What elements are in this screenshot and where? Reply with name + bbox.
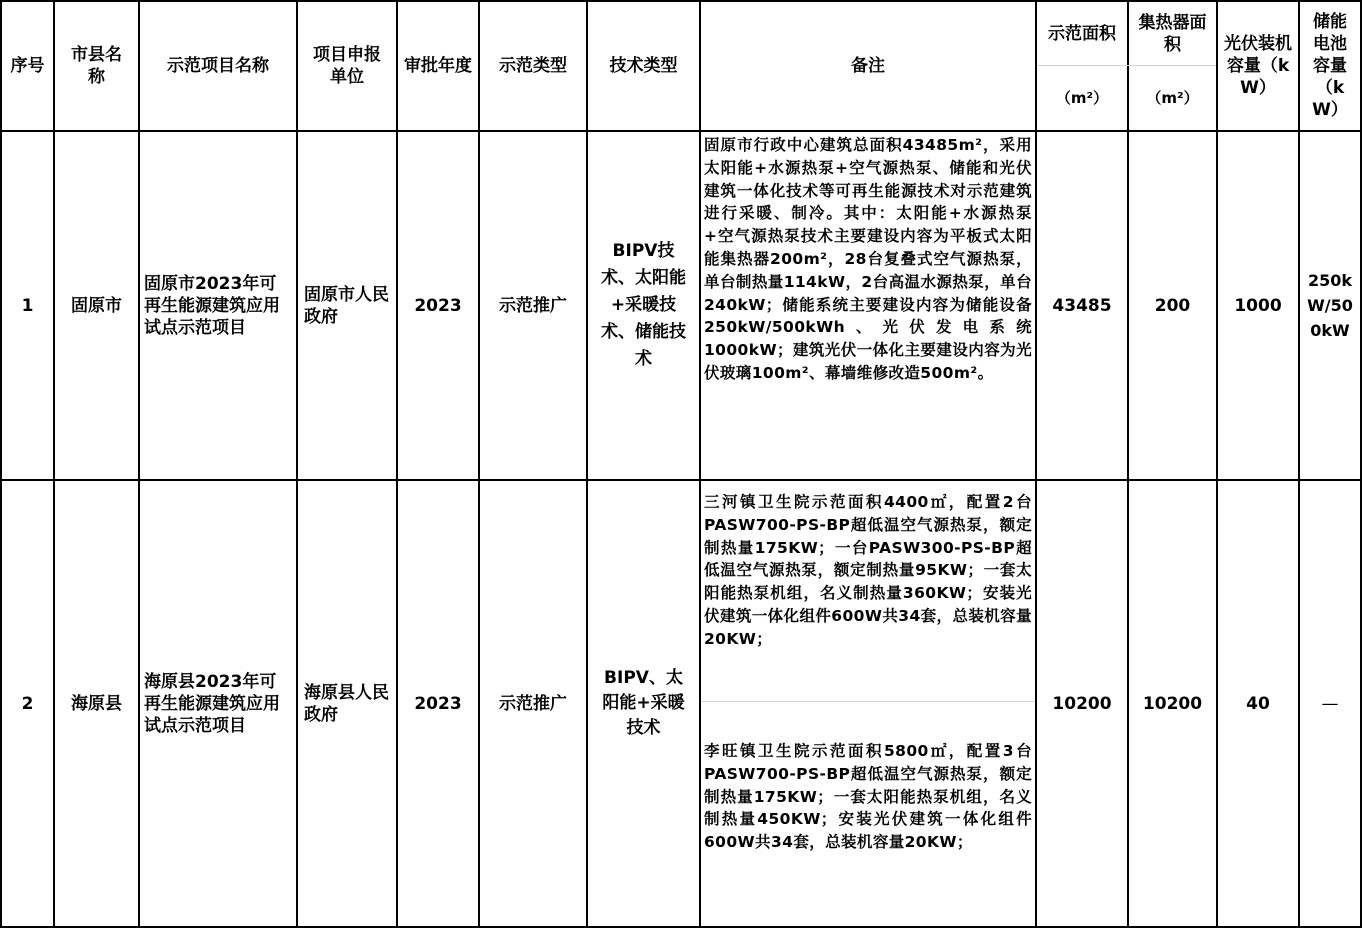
table-row-1-demo-type: 示范推广	[499, 295, 567, 316]
table-row-2-demo-type: 示范推广	[499, 693, 567, 714]
table-row-1-approval-year: 2023	[414, 295, 462, 316]
header-project-name: 示范项目名称	[167, 56, 269, 76]
table-row-1-tech-type: BIPV技术、太阳能+采暖技术、储能技术	[601, 241, 686, 369]
table-row-1-county: 固原市	[71, 295, 122, 316]
table-row-1-pv-capacity: 1000	[1234, 295, 1282, 316]
table-row-2-remarks-a: 三河镇卫生院示范面积4400㎡，配置2台PASW700-PS-BP超低温空气源热泵，额定制热量175KW；一台PASW300-PS-BP超低温空气源热泵，额定制热量95KW；一套太阳能热泵机组，名义制热量360KW；安装光伏建筑一体化组件600W共34套，总装机容量20KW；	[704, 493, 1032, 648]
header-seq: 序号	[10, 56, 45, 76]
table-row-2-project-name: 海原县2023年可再生能源建筑应用试点示范项目	[144, 671, 280, 736]
table-row-2-remarks-b: 李旺镇卫生院示范面积5800㎡，配置3台PASW700-PS-BP超低温空气源热泵，额定制热量175KW；一套太阳能热泵机组，名义制热量450KW；安装光伏建筑一体化组件600W共34套，总装机容量20KW；	[704, 742, 1032, 852]
header-applicant: 项目申报单位	[313, 45, 381, 87]
header-county: 市县名称	[71, 45, 122, 87]
table-row-2-approval-year: 2023	[414, 693, 462, 714]
table-row-1-battery-capacity: 250kW/500kW	[1307, 271, 1353, 340]
table-row-1-applicant: 固原市人民政府	[304, 284, 389, 327]
header-battery-capacity: 储能电池容量（kW）	[1312, 12, 1348, 120]
header-approval-year: 审批年度	[404, 56, 472, 76]
table-row-2-battery-capacity: —	[1321, 693, 1339, 714]
table-row-2-demo-area: 10200	[1052, 693, 1112, 714]
table-row-2-pv-capacity: 40	[1246, 693, 1270, 714]
table-row-1-seq: 1	[21, 295, 34, 316]
header-pv-capacity: 光伏装机容量（kW）	[1224, 34, 1292, 98]
table-row-2-applicant: 海原县人民政府	[304, 682, 389, 725]
table-row-1-collector-area: 200	[1154, 295, 1191, 316]
header-demo-area-unit: （m²）	[1055, 89, 1109, 107]
table-row-2-tech-type: BIPV、太阳能+采暖技术	[602, 668, 685, 738]
table-row-1-project-name: 固原市2023年可再生能源建筑应用试点示范项目	[144, 273, 280, 338]
table-row-2-collector-area: 10200	[1142, 693, 1203, 714]
table-row-2-county: 海原县	[71, 693, 122, 714]
header-tech-type: 技术类型	[609, 56, 678, 76]
header-remarks: 备注	[851, 56, 885, 76]
header-demo-area: 示范面积	[1048, 23, 1116, 44]
header-collector-area: 集热器面积	[1138, 12, 1207, 55]
table-row-2-seq: 2	[21, 693, 34, 714]
table-row-1-demo-area: 43485	[1052, 295, 1112, 316]
header-collector-area-unit: （m²）	[1146, 89, 1199, 107]
header-demo-type: 示范类型	[499, 56, 567, 76]
table-row-1-remarks: 固原市行政中心建筑总面积43485m²，采用太阳能+水源热泵+空气源热泵、储能和光伏建筑一体化技术等可再生能源技术对示范建筑进行采暖、制冷。其中：太阳能+水源热泵+空气源热泵技术主要建设内容为平板式太阳能集热器200m²，28台复叠式空气源热泵，单台制热量114kW，2台高温水源热泵，单台240kW；储能系统主要建设内容为储能设备250kW/500kWh、光伏发电系统1000kW；建筑光伏一体化主要建设内容为光伏玻璃100m²、幕墙维修改造500m²。	[704, 136, 1032, 382]
